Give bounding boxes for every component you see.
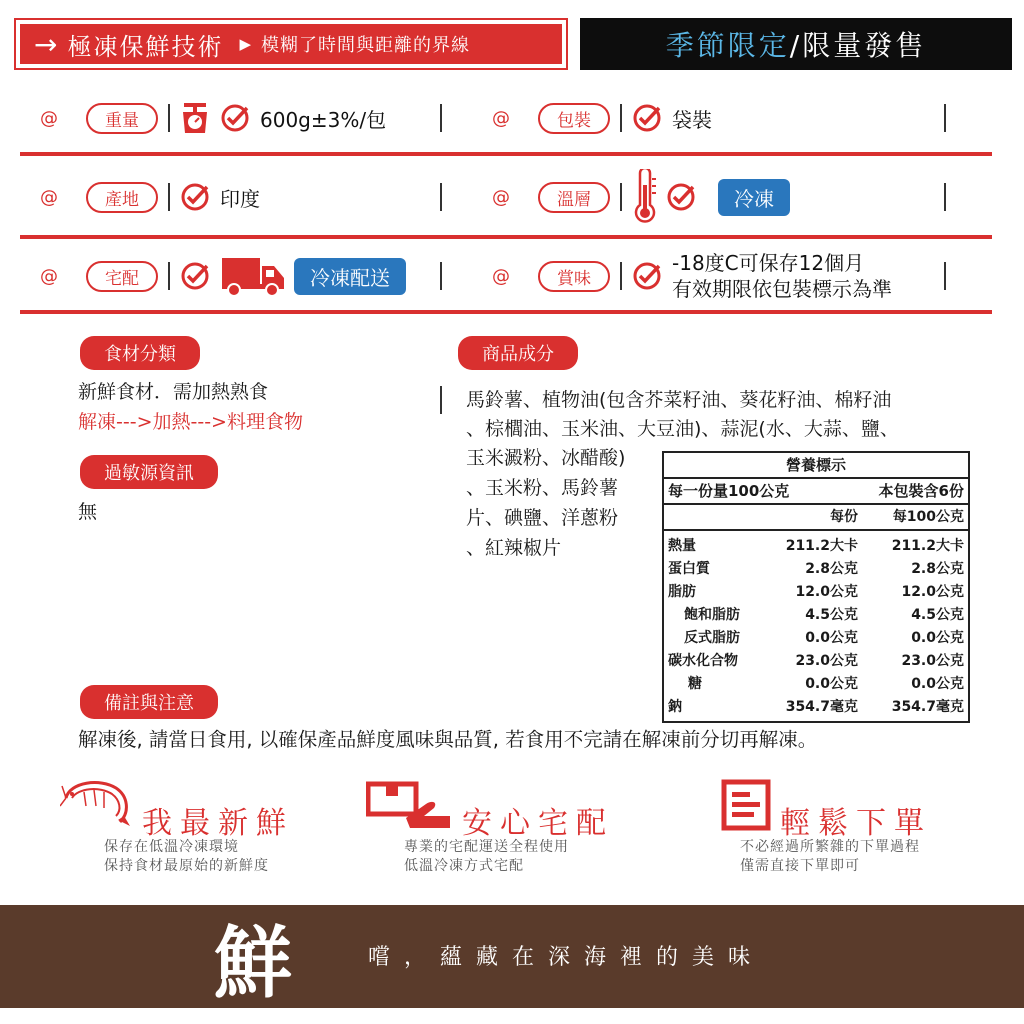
nutrient-value: 0.0公克 [911,630,964,646]
ingredients-line: 片、碘鹽、洋蔥粉 [466,507,619,529]
feature-line: 保持食材最原始的新鮮度 [104,858,269,874]
divider [944,104,946,132]
category-line1: 新鮮食材．需加熱熟食 [78,381,269,403]
feature-desc [404,838,569,876]
nutrient-value: 2.8公克 [911,561,964,577]
spec-value: 600g±3%/包 [260,107,387,132]
delivery-box-icon [366,778,456,832]
nutrient-value: 0.0公克 [805,676,858,692]
spec-label: 重量 [86,103,158,134]
nutrient-name: 飽和脂肪 [684,607,740,623]
table-row [664,673,968,696]
limited-season-text: 季節限定 [665,29,790,62]
table-row [664,535,968,558]
ingredients-title: 商品成分 [458,336,578,370]
nutrient-value: 4.5公克 [805,607,858,623]
feature-title: 我最新鮮 [142,806,294,841]
ingredients-line: 、玉米粉、馬鈴薯 [466,477,619,499]
spec-label: 溫層 [538,182,610,213]
nutrient-value: 2.8公克 [805,561,858,577]
shelf-life-line2: 有效期限依包裝標示為準 [672,277,892,301]
table-row [664,558,968,581]
category-line2: 解凍--->加熱--->料理食物 [78,411,303,433]
spec-label: 賞味 [538,261,610,292]
nutrition-table [662,451,970,723]
ingredients-line: 玉米澱粉、冰醋酸) [466,447,626,469]
triangle-icon: ▶ [239,35,252,53]
spec-package [492,98,712,138]
notes-title: 備註與注意 [80,685,218,719]
at-symbol: @ [492,186,510,208]
spec-delivery [40,256,406,296]
footer-logo-character: 鮮 [214,917,293,1009]
at-symbol: @ [40,107,58,129]
nutrient-value: 23.0公克 [795,653,858,669]
order-form-icon [720,778,774,832]
column-header-row [664,505,968,531]
feature-line: 保存在低溫冷凍環境 [104,839,239,855]
at-symbol: @ [40,186,58,208]
header-title: 極凍保鮮技術 [67,32,224,61]
truck-icon [220,254,286,298]
table-row [664,650,968,673]
feature-line: 僅需直接下單即可 [740,858,860,874]
nutrient-value: 12.0公克 [795,584,858,600]
serving-row [664,479,968,505]
shelf-life-line1: -18度C可保存12個月 [672,251,865,275]
feature-line: 不必經過所繁雜的下單過程 [740,839,920,855]
nutrient-value: 354.7毫克 [785,699,858,715]
arrow-icon: → [34,27,58,61]
cold-delivery-badge: 冷凍配送 [294,258,406,295]
shrimp-icon [60,776,140,830]
divider [440,262,442,290]
table-row [664,604,968,627]
feature-line: 低溫冷凍方式宅配 [404,858,524,874]
spec-label: 宅配 [86,261,158,292]
row-divider [20,310,992,314]
at-symbol: @ [492,265,510,287]
column-per-serving: 每份 [830,509,858,525]
spec-temperature [492,177,790,217]
scale-icon [180,101,210,135]
spec-shelf-life [492,251,892,301]
spec-value: 印度 [220,186,260,211]
divider [620,104,622,132]
feature-desc [740,838,920,876]
header-banner [14,18,568,70]
limited-sale-text: /限量發售 [789,29,927,62]
nutrient-name: 鈉 [668,699,682,715]
divider [620,262,622,290]
divider [440,183,442,211]
spec-label: 產地 [86,182,158,213]
nutrient-name: 反式脂肪 [684,630,740,646]
nutrient-name: 熱量 [668,538,696,554]
nutrient-value: 354.7毫克 [891,699,964,715]
feature-line: 專業的宅配運送全程使用 [404,839,569,855]
footer-slogan: 嚐，蘊藏在深海裡的美味 [368,945,765,970]
nutrient-name: 蛋白質 [668,561,710,577]
category-title: 食材分類 [80,336,200,370]
notes-text: 解凍後, 請當日食用, 以確保產品鮮度風味與品質, 若食用不完請在解凍前分切再解凍。 [78,728,818,751]
divider [944,262,946,290]
divider [944,183,946,211]
limited-banner [580,18,1012,70]
check-icon [666,182,696,212]
check-icon [220,103,250,133]
frozen-badge: 冷凍 [718,179,790,216]
nutrient-value: 4.5公克 [911,607,964,623]
table-row [664,696,968,719]
ingredients-line: 、棕櫚油、玉米油、大豆油)、蒜泥(水、大蒜、鹽、 [466,418,899,440]
divider [168,262,170,290]
check-icon [180,182,210,212]
feature-desc [104,838,269,876]
at-symbol: @ [492,107,510,129]
nutrient-value: 211.2大卡 [891,538,964,554]
check-icon [632,103,662,133]
table-row [664,627,968,650]
allergen-title: 過敏源資訊 [80,455,218,489]
column-per-100g: 每100公克 [892,509,964,525]
divider [168,183,170,211]
servings-per-package: 本包裝含6份 [878,482,964,500]
nutrient-value: 23.0公克 [901,653,964,669]
divider [440,104,442,132]
spec-label: 包裝 [538,103,610,134]
nutrient-name: 碳水化合物 [668,653,738,669]
check-icon [632,261,662,291]
at-symbol: @ [40,265,58,287]
feature-title: 安心宅配 [462,806,614,841]
row-divider [20,152,992,156]
header-subtitle: 模糊了時間與距離的界線 [261,35,471,56]
spec-origin [40,177,260,217]
nutrient-value: 0.0公克 [911,676,964,692]
nutrient-value: 0.0公克 [805,630,858,646]
thermometer-icon [632,169,658,225]
ingredients-line: 、紅辣椒片 [466,537,562,559]
nutrient-value: 12.0公克 [901,584,964,600]
row-divider [20,235,992,239]
spec-weight [40,98,386,138]
nutrition-title: 營養標示 [664,453,968,479]
ingredients-line: 馬鈴薯、植物油(包含芥菜籽油、葵花籽油、棉籽油 [466,389,892,411]
serving-size: 每一份量100公克 [668,482,790,500]
feature-title: 輕鬆下單 [780,806,932,841]
nutrient-name: 脂肪 [668,584,696,600]
table-row [664,581,968,604]
spec-value: 袋裝 [672,107,712,132]
divider [620,183,622,211]
nutrient-value: 211.2大卡 [785,538,858,554]
divider [168,104,170,132]
nutrient-name: 糖 [688,676,702,692]
divider [440,386,442,414]
check-icon [180,261,210,291]
allergen-value: 無 [78,501,98,523]
